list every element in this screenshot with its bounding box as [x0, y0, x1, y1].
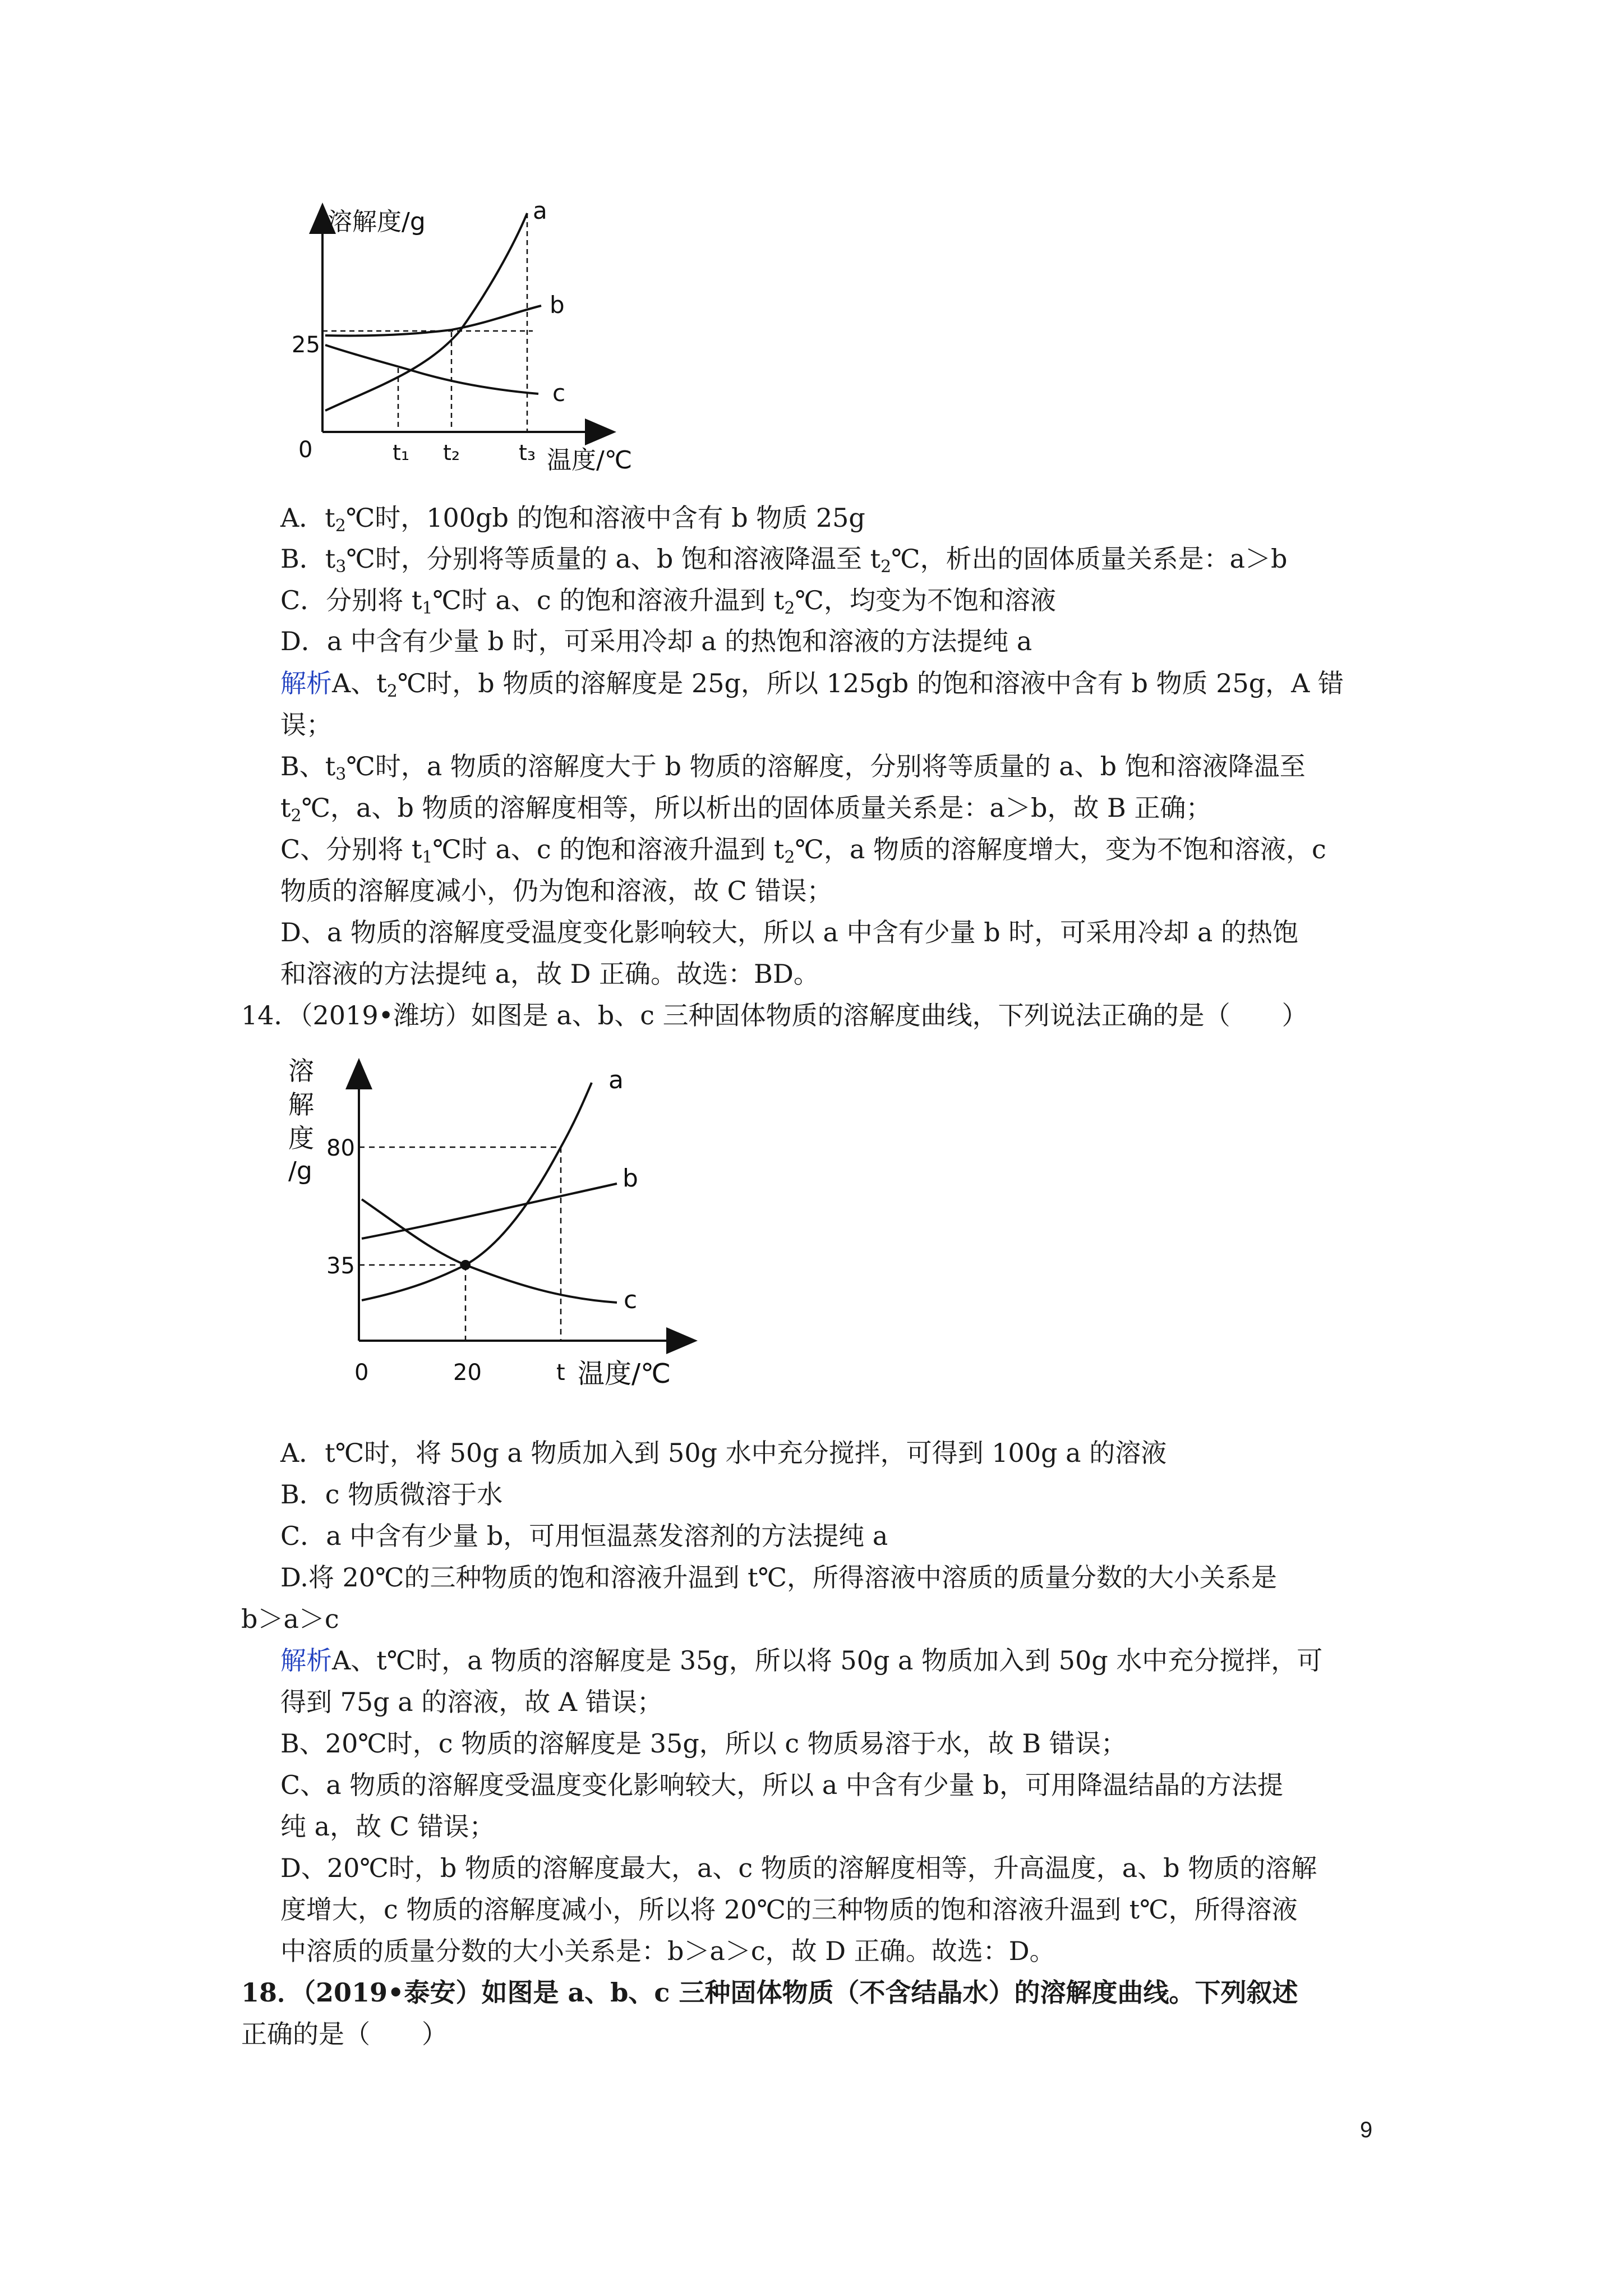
q13-analysis-line-4: $t_2℃$，a、b 物质的溶解度相等，所以析出的固体质量关系是：a＞b，故 B 正确；	[280, 793, 1212, 826]
x-axis-label: 温度/℃	[547, 446, 633, 475]
q13-option-a: A．$t_2℃$时，100gb 的饱和溶液中含有 b 物质 25g	[280, 503, 865, 536]
analysis-tag: 解析	[280, 668, 332, 698]
q13-analysis-line-8: 和溶液的方法提纯 a，故 D 正确。故选：BD。	[280, 959, 819, 989]
x-tick-t: t	[556, 1360, 565, 1386]
q18-stem-line-1: 18．（2019•泰安）如图是 a、b、c 三种固体物质（不含结晶水）的溶解度曲线。下列叙述	[241, 1977, 1298, 2008]
x-tick-20: 20	[453, 1360, 482, 1386]
x-tick-t3: t₃	[519, 440, 536, 465]
y-axis-label-3: 度	[288, 1123, 314, 1153]
curve-label-a: a	[608, 1066, 624, 1094]
analysis-tag: 解析	[280, 1645, 332, 1676]
q14-analysis-line-1: 解析A、t℃时，a 物质的溶解度是 35g，所以将 50g a 物质加入到 50g 水中充分搅拌，可	[280, 1645, 1323, 1676]
q14-analysis-line-4: C、a 物质的溶解度受温度变化影响较大，所以 a 中含有少量 b，可用降温结晶的方法提	[280, 1770, 1283, 1800]
y-tick-80: 80	[326, 1135, 355, 1161]
curve-c	[362, 1199, 617, 1303]
q14-stem: 14．（2019•潍坊）如图是 a、b、c 三种固体物质的溶解度曲线，下列说法正确的是（ ）	[241, 1000, 1308, 1030]
y-axis-label-2: 解	[288, 1089, 314, 1120]
q13-analysis-line-5: C、分别将 $t_1℃$时 a、c 的饱和溶液升温到 $t_2℃$，a 物质的溶解度增大，变为不饱和溶液，c	[280, 834, 1326, 867]
intersection-point	[460, 1260, 471, 1270]
q13-analysis-line-3: B、$t_3℃$时，a 物质的溶解度大于 b 物质的溶解度，分别将等质量的 a、b 饱和溶液降温至	[280, 751, 1306, 784]
y-tick-25: 25	[292, 332, 320, 358]
q13-option-b: B．$t_3℃$时，分别将等质量的 a、b 饱和溶液降温至 $t_2℃$，析出的固体质量关系是：a＞b	[280, 544, 1288, 577]
curve-b	[362, 1184, 617, 1239]
curve-label-a: a	[533, 202, 547, 224]
q13-option-d: D．a 中含有少量 b 时，可采用冷却 a 的热饱和溶液的方法提纯 a	[280, 626, 1032, 656]
q14-analysis-line-2: 得到 75g a 的溶液，故 A 错误；	[280, 1687, 663, 1717]
y-axis-label-4: /g	[288, 1157, 312, 1185]
x-tick-t1: t₁	[393, 440, 410, 465]
curve-a	[325, 213, 527, 411]
curve-c	[325, 345, 538, 394]
q13-analysis-line-2: 误；	[280, 710, 332, 740]
solubility-figure-2	[280, 1049, 707, 1397]
q14-option-c: C．a 中含有少量 b，可用恒温蒸发溶剂的方法提纯 a	[280, 1521, 888, 1551]
y-tick-35: 35	[326, 1253, 355, 1279]
curve-a	[362, 1083, 592, 1300]
curve-label-c: c	[552, 379, 566, 407]
q13-analysis-line-6: 物质的溶解度减小，仍为饱和溶液，故 C 错误；	[280, 876, 833, 906]
q13-analysis-line-1: 解析A、$t_2℃$时，b 物质的溶解度是 25g，所以 125gb 的饱和溶液中含有 b 物质 25g，A 错	[280, 668, 1344, 701]
curve-label-b: b	[550, 291, 565, 319]
q14-option-d-line-1: D.将 20℃的三种物质的饱和溶液升温到 t℃，所得溶液中溶质的质量分数的大小关系是	[280, 1562, 1278, 1593]
q13-option-c: C．分别将 $t_1℃$时 a、c 的饱和溶液升温到 $t_2℃$，均变为不饱和溶液	[280, 585, 1056, 618]
q14-analysis-line-7: 度增大，c 物质的溶解度减小，所以将 20℃的三种物质的饱和溶液升温到 t℃，所得溶液	[280, 1894, 1298, 1925]
x-tick-t2: t₂	[443, 440, 460, 465]
y-axis-label-1: 溶	[288, 1056, 314, 1086]
q14-option-d-line-2: b＞a＞c	[241, 1604, 339, 1634]
q14-analysis-line-3: B、20℃时，c 物质的溶解度是 35g，所以 c 物质易溶于水，故 B 错误；	[280, 1728, 1127, 1759]
solubility-figure-1	[292, 202, 639, 482]
x-axis-label: 温度/℃	[578, 1358, 671, 1389]
origin-label: 0	[298, 437, 313, 463]
curve-label-b: b	[623, 1164, 638, 1193]
q14-option-b: B．c 物质微溶于水	[280, 1479, 503, 1510]
curve-b	[325, 306, 541, 336]
q18-stem-line-2: 正确的是（ ）	[241, 2019, 448, 2049]
curve-label-c: c	[624, 1286, 638, 1314]
q14-analysis-line-6: D、20℃时，b 物质的溶解度最大，a、c 物质的溶解度相等，升高温度，a、b 物质的溶解	[280, 1853, 1317, 1883]
page-number: 9	[1360, 2118, 1373, 2142]
y-axis-label: 溶解度/g	[328, 208, 426, 236]
q14-analysis-line-5: 纯 a，故 C 错误；	[280, 1811, 495, 1842]
q14-analysis-line-8: 中溶质的质量分数的大小关系是：b＞a＞c，故 D 正确。故选：D。	[280, 1936, 1055, 1966]
origin-label: 0	[354, 1360, 369, 1386]
q14-option-a: A．t℃时，将 50g a 物质加入到 50g 水中充分搅拌，可得到 100g a 的溶液	[280, 1438, 1167, 1468]
q13-analysis-line-7: D、a 物质的溶解度受温度变化影响较大，所以 a 中含有少量 b 时，可采用冷却 a 的热饱	[280, 917, 1298, 947]
